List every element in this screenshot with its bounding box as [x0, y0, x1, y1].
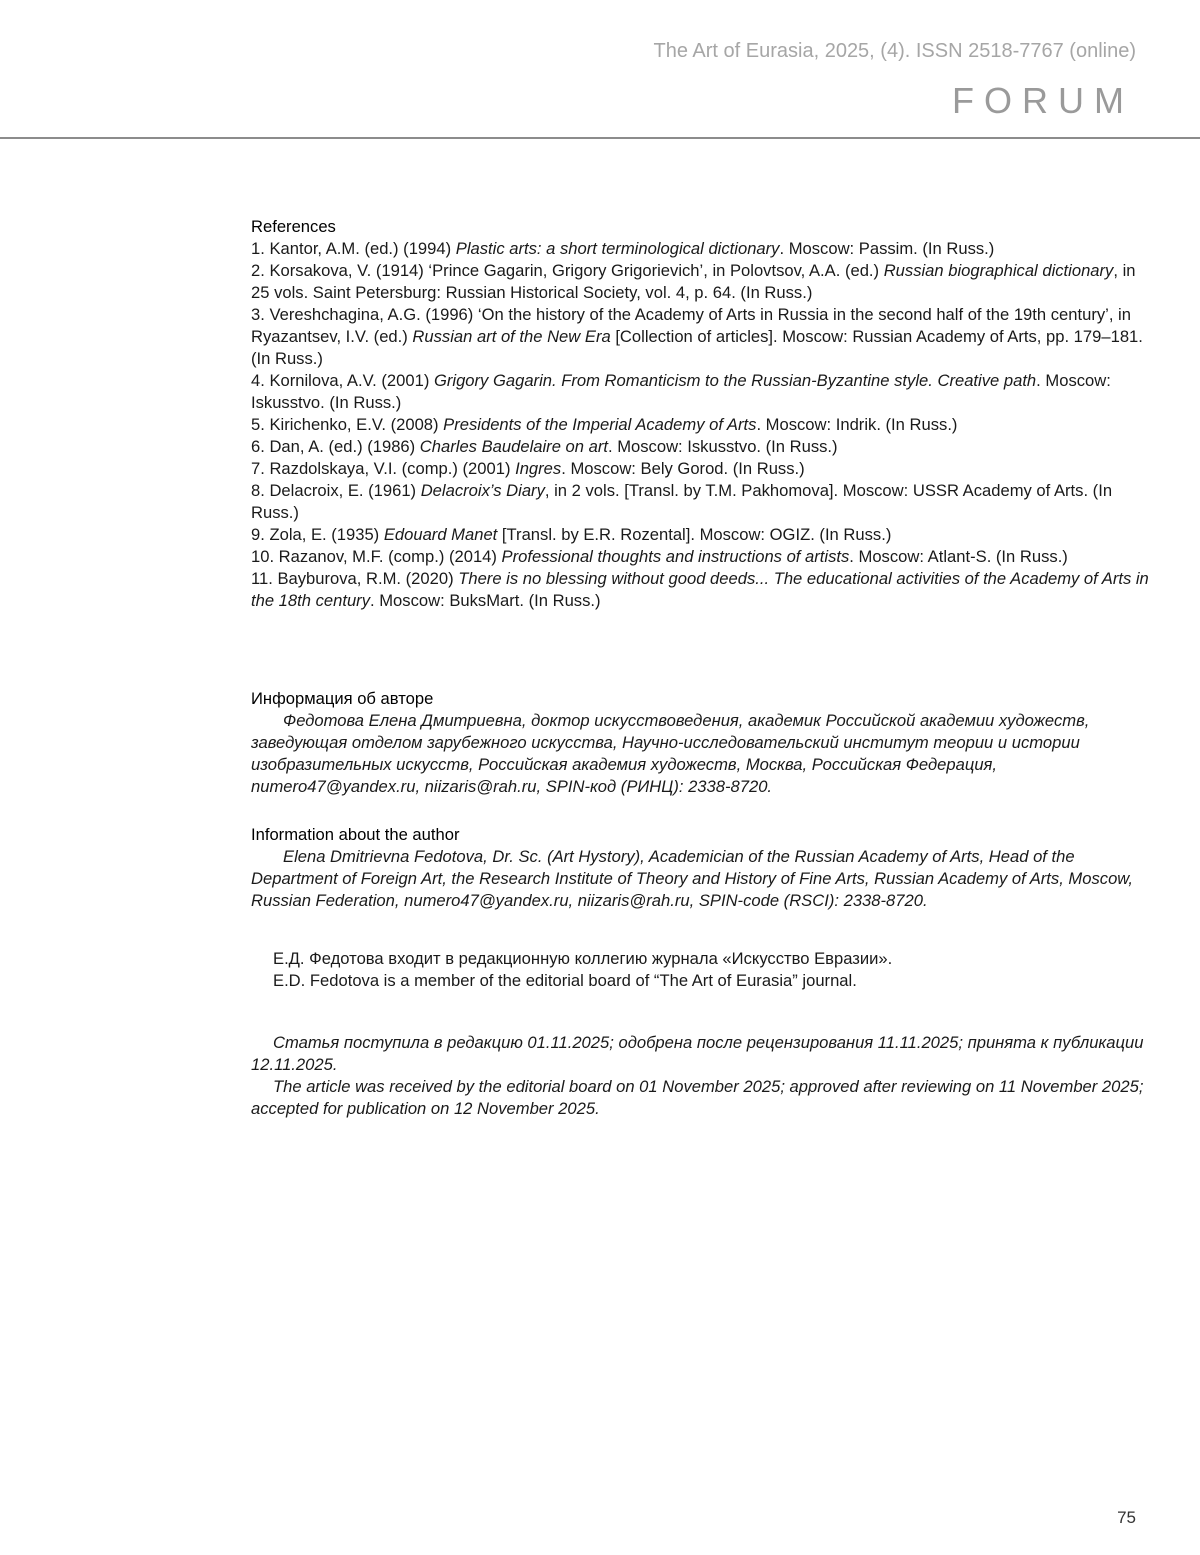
article-back-matter: [251, 216, 1151, 1120]
page-number: 75: [1117, 1508, 1136, 1527]
author-info-ru-text: Федотова Елена Дмитриевна, доктор искусствоведения, академик Российской академии художеств, заведующая отделом зарубежного искусства, Научно-исследовательский институт теории и истории изобразительных искусств, Российская академия художеств, Москва, Российская Федерация, numero47@yandex.ru, niizaris@rah.ru, SPIN-код (РИНЦ): 2338-8720.: [251, 711, 1090, 796]
author-info-en-heading: Information about the author: [251, 825, 460, 844]
reference-item: 10. Razanov, M.F. (comp.) (2014) Professional thoughts and instructions of artists. Moscow: Atlant-S. (In Russ.): [251, 547, 1068, 566]
reference-item: 2. Korsakova, V. (1914) ‘Prince Gagarin, Grigory Grigorievich’, in Polovtsov, A.A. (ed.) Russian biographical dictionary, in 25 vols. Saint Petersburg: Russian Historical Society, vol. 4, p. 64. (In Russ.): [251, 261, 1136, 302]
reference-item: 4. Kornilova, A.V. (2001) Grigory Gagarin. From Romanticism to the Russian-Byzantine style. Creative path. Moscow: Iskusstvo. (In Russ.): [251, 371, 1111, 412]
editorial-board-note: [251, 948, 1151, 992]
reference-item: 8. Delacroix, E. (1961) Delacroix’s Diary, in 2 vols. [Transl. by T.M. Pakhomova]. Moscow: USSR Academy of Arts. (In Russ.): [251, 481, 1113, 522]
author-info-ru-heading: Информация об авторе: [251, 689, 434, 708]
journal-citation: The Art of Eurasia, 2025, (4). ISSN 2518-7767 (online): [653, 40, 1136, 62]
section-title: FORUM: [952, 80, 1134, 121]
reference-item: 6. Dan, A. (ed.) (1986) Charles Baudelaire on art. Moscow: Iskusstvo. (In Russ.): [251, 437, 838, 456]
author-info-ru: [251, 688, 1151, 798]
article-dates-en: The article was received by the editorial board on 01 November 2025; approved after reviewing on 11 November 2025; accepted for publication on 12 November 2025.: [251, 1077, 1144, 1118]
reference-list: [251, 238, 1151, 612]
reference-item: 7. Razdolskaya, V.I. (comp.) (2001) Ingres. Moscow: Bely Gorod. (In Russ.): [251, 459, 805, 478]
references-heading: References: [251, 217, 336, 236]
author-info-en: [251, 824, 1151, 912]
header-divider: [0, 137, 1200, 139]
reference-item: 9. Zola, E. (1935) Edouard Manet [Transl. by E.R. Rozental]. Moscow: OGIZ. (In Russ.): [251, 525, 892, 544]
article-dates-ru: Статья поступила в редакцию 01.11.2025; одобрена после рецензирования 11.11.2025; принята к публикации 12.11.2025.: [251, 1033, 1144, 1074]
reference-item: 11. Bayburova, R.M. (2020) There is no blessing without good deeds... The educational activities of the Academy of Arts in the 18th century. Moscow: BuksMart. (In Russ.): [251, 569, 1149, 610]
reference-item: 5. Kirichenko, E.V. (2008) Presidents of the Imperial Academy of Arts. Moscow: Indrik. (In Russ.): [251, 415, 958, 434]
author-info-en-text: Elena Dmitrievna Fedotova, Dr. Sc. (Art Hystory), Academician of the Russian Academy of Arts, Head of the Department of Foreign Art, the Research Institute of Theory and History of Fine Arts, Russian Academy of Arts, Moscow, Russian Federation, numero47@yandex.ru, niizaris@rah.ru, SPIN-code (RSCI): 2338-8720.: [251, 847, 1133, 910]
reference-item: 3. Vereshchagina, A.G. (1996) ‘On the history of the Academy of Arts in Russia in the second half of the 19th century’, in Ryazantsev, I.V. (ed.) Russian art of the New Era [Collection of articles]. Moscow: Russian Academy of Arts, pp. 179–181. (In Russ.): [251, 305, 1143, 368]
editorial-board-ru: Е.Д. Федотова входит в редакционную коллегию журнала «Искусство Евразии».: [273, 949, 893, 968]
article-dates: [251, 1032, 1151, 1120]
reference-item: 1. Kantor, A.M. (ed.) (1994) Plastic arts: a short terminological dictionary. Moscow: Passim. (In Russ.): [251, 239, 995, 258]
editorial-board-en: E.D. Fedotova is a member of the editorial board of “The Art of Eurasia” journal.: [273, 971, 857, 990]
